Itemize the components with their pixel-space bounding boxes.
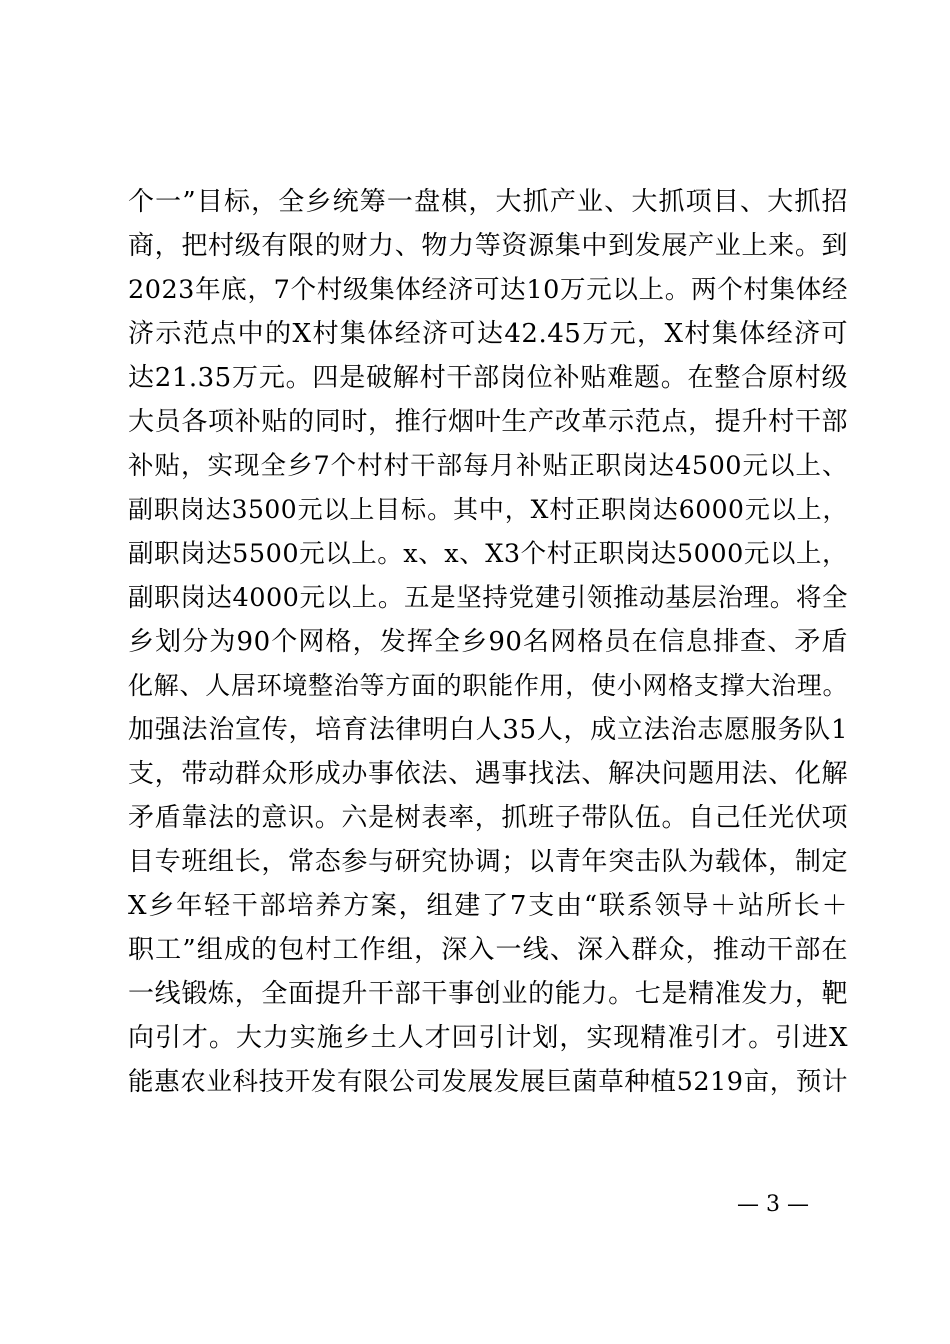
text-line: 化解、人居环境整治等方面的职能作用，使小网格支撑大治理。 bbox=[128, 671, 848, 700]
text-line: 济示范点中的X村集体经济可达42.45万元，X村集体经济可 bbox=[128, 319, 848, 349]
text-line: 大员各项补贴的同时，推行烟叶生产改革示范点，提升村干部 bbox=[128, 407, 848, 437]
text-line: 副职岗达3500元以上目标。其中，X村正职岗达6000元以上， bbox=[128, 495, 848, 524]
text-line: 商，把村级有限的财力、物力等资源集中到发展产业上来。到 bbox=[128, 231, 848, 261]
body-text bbox=[128, 180, 848, 1104]
text-line: 目专班组长，常态参与研究协调；以青年突击队为载体，制定 bbox=[128, 847, 848, 877]
text-line: 一线锻炼，全面提升干部干事创业的能力。七是精准发力，靶 bbox=[128, 979, 848, 1009]
text-line: 2023年底，7个村级集体经济可达10万元以上。两个村集体经 bbox=[128, 275, 848, 305]
text-line: 能惠农业科技开发有限公司发展发展巨菌草种植5219亩，预计 bbox=[128, 1067, 848, 1097]
text-line: 加强法治宣传，培育法律明白人35人，成立法治志愿服务队1 bbox=[128, 715, 848, 745]
text-line: 乡划分为90个网格，发挥全乡90名网格员在信息排查、矛盾 bbox=[128, 627, 848, 657]
text-line: X乡年轻干部培养方案，组建了7支由“联系领导＋站所长＋ bbox=[128, 891, 848, 921]
text-line: 补贴，实现全乡7个村村干部每月补贴正职岗达4500元以上、 bbox=[128, 451, 848, 481]
text-line: 副职岗达5500元以上。x、x、X3个村正职岗达5000元以上， bbox=[128, 539, 848, 569]
page-number: — 3 — bbox=[737, 1192, 809, 1217]
text-line: 向引才。大力实施乡土人才回引计划，实现精准引才。引进X bbox=[128, 1023, 848, 1053]
text-line: 矛盾靠法的意识。六是树表率，抓班子带队伍。自己任光伏项 bbox=[128, 803, 848, 833]
text-line: 个一”目标，全乡统筹一盘棋，大抓产业、大抓项目、大抓招 bbox=[128, 187, 848, 217]
text-line: 支，带动群众形成办事依法、遇事找法、解决问题用法、化解 bbox=[128, 759, 848, 789]
text-line: 达21.35万元。四是破解村干部岗位补贴难题。在整合原村级 bbox=[128, 363, 848, 393]
text-line: 职工”组成的包村工作组，深入一线、深入群众，推动干部在 bbox=[128, 935, 848, 965]
text-line: 副职岗达4000元以上。五是坚持党建引领推动基层治理。将全 bbox=[128, 583, 848, 613]
